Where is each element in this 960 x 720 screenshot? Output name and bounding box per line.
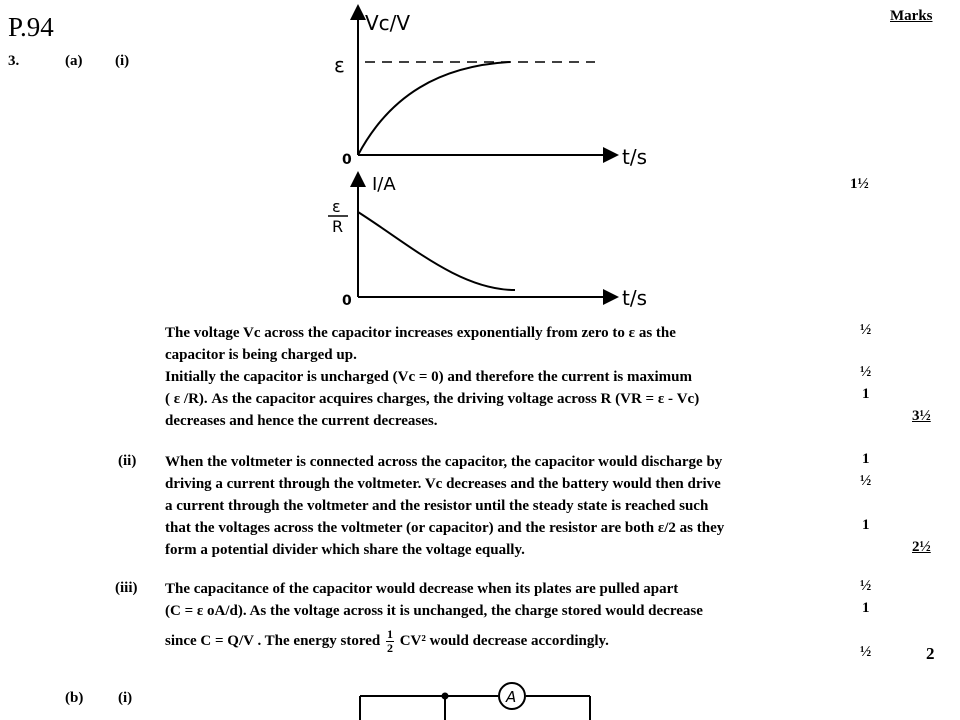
subpart-i-label: (i) xyxy=(115,53,130,69)
ai-line-5: decreases and hence the current decreases. xyxy=(165,413,438,429)
aii-line-2: driving a current through the voltmeter. Vc decreases and the battery would then drive xyxy=(165,476,721,492)
mark-ai-2: ½ xyxy=(860,364,872,380)
mark-aii-2: ½ xyxy=(860,473,872,489)
mark-aii-1: 1 xyxy=(862,451,870,467)
aii-line-1: When the voltmeter is connected across the capacitor, the capacitor would discharge by xyxy=(165,454,723,470)
question-number: 3. xyxy=(8,53,20,69)
ai-line-3: Initially the capacitor is uncharged (Vc = 0) and therefore the current is maximum xyxy=(165,369,692,385)
mark-aiii-2: 1 xyxy=(862,600,870,616)
marks-header: Marks xyxy=(890,8,933,24)
answer-ai xyxy=(165,322,815,432)
mark-graphs: 1½ xyxy=(850,176,869,192)
charge-graphs xyxy=(310,0,690,310)
graph1-origin: 0 xyxy=(342,152,352,168)
aii-line-4: that the voltages across the voltmeter (or capacitor) and the resistor are both ε/2 as they xyxy=(165,520,725,536)
ai-line-4: ( ε /R). As the capacitor acquires charges, the driving voltage across R (VR = ε - Vc) xyxy=(165,391,700,407)
graph2-epsilon-num: ε xyxy=(332,197,341,216)
aiii-line-3b: CV² would decrease accordingly. xyxy=(399,632,609,649)
answer-aiii-line-3 xyxy=(165,628,815,655)
circuit-diagram xyxy=(350,682,600,720)
ai-line-2: capacitor is being charged up. xyxy=(165,347,357,363)
aiii-line-2: (C = ε oA/d). As the voltage across it is unchanged, the charge stored would decrease xyxy=(165,603,703,619)
subpart-b-i-label: (i) xyxy=(118,690,133,706)
page-number: P.94 xyxy=(8,12,54,42)
graph2-ylabel: I/A xyxy=(372,174,396,195)
fraction-numerator: 1 xyxy=(386,627,393,641)
answer-aiii xyxy=(165,578,815,622)
part-a-label: (a) xyxy=(65,53,83,69)
graph2-xlabel: t/s xyxy=(622,286,647,310)
graph1-ylabel: Vc/V xyxy=(365,11,411,35)
voltage-curve xyxy=(358,62,510,155)
total-aiii: 2 xyxy=(926,644,935,663)
aii-line-3: a current through the voltmeter and the resistor until the steady state is reached such xyxy=(165,498,709,514)
graph2-r-den: R xyxy=(332,217,344,236)
mark-aiii-1: ½ xyxy=(860,578,872,594)
graph1-xlabel: t/s xyxy=(622,145,647,169)
answer-aii xyxy=(165,451,815,561)
mark-ai-1: ½ xyxy=(860,322,872,338)
mark-aii-3: 1 xyxy=(862,517,870,533)
aiii-line-1: The capacitance of the capacitor would decrease when its plates are pulled apart xyxy=(165,581,679,597)
junction-dot xyxy=(442,693,449,700)
aiii-line-3a: since C = Q/V . The energy stored xyxy=(165,632,381,649)
subpart-ii-label: (ii) xyxy=(118,453,137,469)
half-fraction xyxy=(386,628,394,655)
ai-line-1: The voltage Vc across the capacitor increases exponentially from zero to ε as the xyxy=(165,325,676,341)
total-aii: 2½ xyxy=(912,539,931,555)
current-curve xyxy=(358,212,515,290)
ammeter-label: A xyxy=(506,688,517,706)
total-ai: 3½ xyxy=(912,408,931,424)
graph2-origin: 0 xyxy=(342,293,352,309)
aii-line-5: form a potential divider which share the voltage equally. xyxy=(165,542,525,558)
subpart-iii-label: (iii) xyxy=(115,580,138,596)
part-b-label: (b) xyxy=(65,690,84,706)
graph1-epsilon-label: ε xyxy=(334,53,345,77)
mark-ai-3: 1 xyxy=(862,386,870,402)
fraction-denominator: 2 xyxy=(386,641,393,655)
mark-aiii-3: ½ xyxy=(860,644,872,660)
